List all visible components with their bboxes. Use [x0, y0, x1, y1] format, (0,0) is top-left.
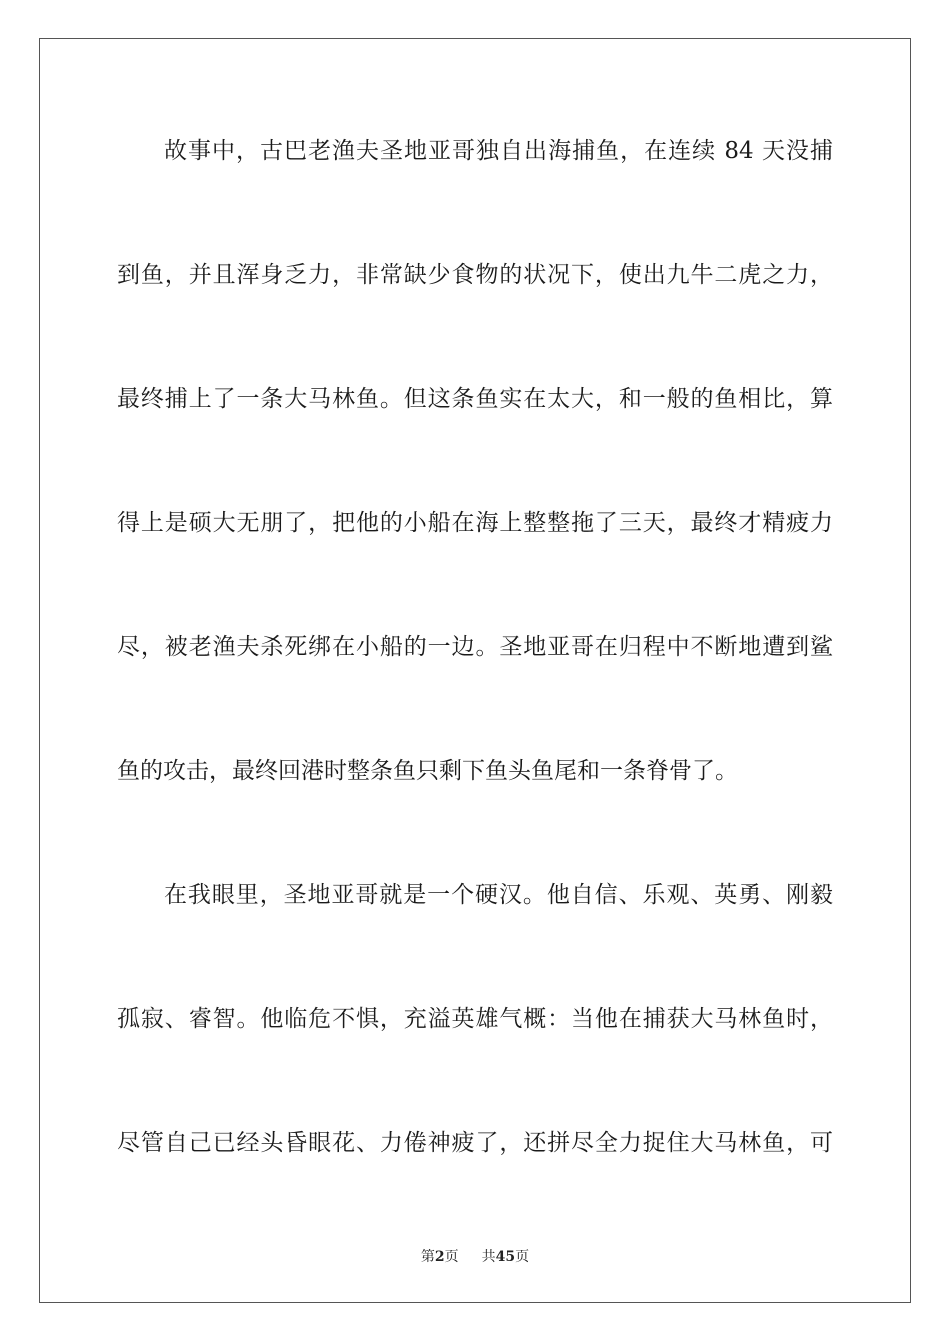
total-prefix: 共: [481, 1249, 496, 1265]
page-suffix: 页: [444, 1249, 459, 1265]
text-line: 最终捕上了一条大马林鱼。但这条鱼实在太大，和一般的鱼相比，算: [117, 386, 833, 412]
text-line: 孤寂、睿智。他临危不惧，充溢英雄气概：当他在捕获大马林鱼时，: [117, 1006, 833, 1032]
text-line: 到鱼，并且浑身乏力，非常缺少食物的状况下，使出九牛二虎之力，: [117, 262, 833, 288]
text-line: 鱼的攻击，最终回港时整条鱼只剩下鱼头鱼尾和一条脊骨了。: [117, 758, 738, 784]
page-border: [39, 38, 911, 1303]
text-line: 故事中，古巴老渔夫圣地亚哥独自出海捕鱼，在连续 84 天没捕: [164, 138, 833, 164]
page-footer: [0, 1246, 950, 1266]
text-line: 尽管自己已经头昏眼花、力倦神疲了，还拼尽全力捉住大马林鱼，可: [117, 1130, 833, 1156]
text-line: 得上是硕大无朋了，把他的小船在海上整整拖了三天，最终才精疲力: [117, 510, 833, 536]
total-suffix: 页: [515, 1249, 530, 1265]
total-pages: 45: [495, 1249, 516, 1265]
text-line: 尽，被老渔夫杀死绑在小船的一边。圣地亚哥在归程中不断地遭到鲨: [117, 634, 833, 660]
text-line: 在我眼里，圣地亚哥就是一个硬汉。他自信、乐观、英勇、刚毅: [164, 882, 833, 908]
page-prefix: 第: [420, 1249, 435, 1265]
page-number: 2: [434, 1249, 445, 1265]
